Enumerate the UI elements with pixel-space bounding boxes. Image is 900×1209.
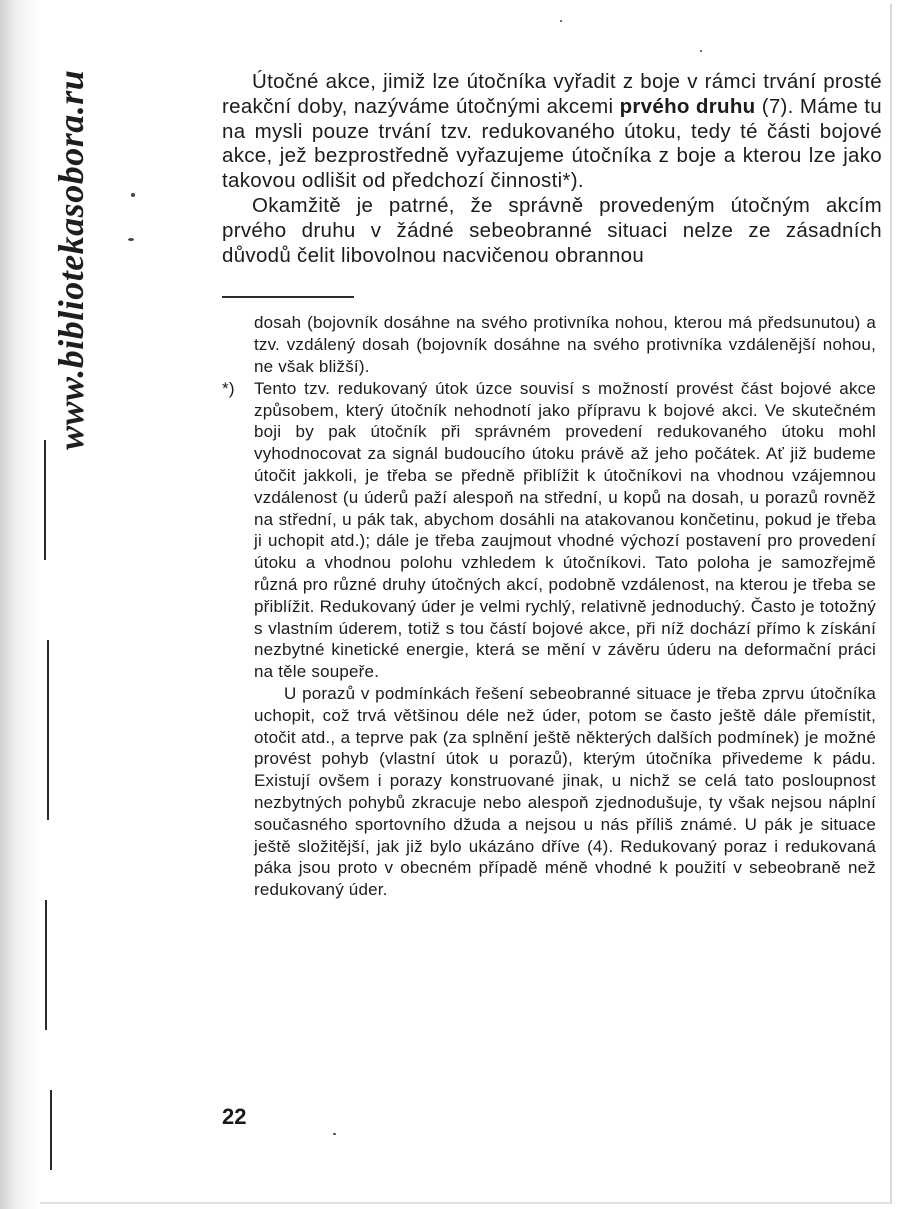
term-first-kind: prvého druhu (619, 94, 756, 118)
print-speck (333, 1133, 336, 1135)
paragraph-2: Okamžitě je patrné, že správně provedeným útočným akcím prvého druhu v žádné sebeobranné situaci nelze ze zásadních důvodů čelit libovolnou nacvičenou obrannou (222, 193, 882, 267)
print-speck (700, 50, 702, 52)
paragraph-1-lead: Útočné akce, jimiž lze útočníka vyřadit z boje v rámci trvání prosté reakční doby, nazýváme útočnými akcemi (222, 70, 882, 118)
print-speck (128, 238, 134, 241)
footnote-separator (222, 296, 354, 298)
watermark: www.bibliotekasobora.ru (51, 69, 91, 450)
page-content (222, 70, 882, 901)
paragraph-1-rest: (7). Máme tu na mysli pouze trvání tzv. redukovaného útoku, tedy té části bojové akce, jež bezprostředně vyřazujeme útočníka z boje a kterou lze jako takovou odlišit od předchozí činnosti*). (222, 94, 882, 193)
footnotes (222, 312, 876, 901)
footnote-continuation: dosah (bojovník dosáhne na svého protivníka nohou, kterou má předsunutou) a tzv. vzdálený dosah (bojovník dosáhne na svého protivníka vzdálenější nohou, ne však bližší). (254, 313, 876, 376)
binding-shadow (0, 0, 40, 1209)
binding-mark (44, 440, 46, 560)
footnote-asterisk (222, 378, 876, 683)
main-text (222, 70, 882, 268)
binding-mark (47, 640, 49, 820)
footnote-text: Tento tzv. redukovaný útok úzce souvisí s možností provést část bojové akce způsobem, který útočník nehodnotí jako přípravu k bojové akci. Ve skutečném boji by pak útočník při správném provedení redukovaného útoku mohl vyhodnocovat za signál budoucího útoku právě až jeho počátek. Ať již budeme útočit jakkoli, je třeba se předně přiblížit k útočníkovi na vhodnou vzájemnou vzdálenost (u úderů paží alespoň na střední, u kopů na dosah, u porazů rovněž na střední, u pák tak, abychom dosáhli na atakovanou končetinu, pokud je třeba ji uchopit atd.); dále je třeba zaujmout vhodné výchozí postavení pro provedení útoku a vhodnou polohu vzhledem k útočníkovi. Tato poloha je samozřejmě různá pro různé druhy útočných akcí, podobně vzdálenost, na kterou je třeba se přiblížit. Redukovaný úder je velmi rychlý, relativně jednoduchý. Často je totožný s vlastním úderem, totiž s tou částí bojové akce, při níž dochází přímo k získání nezbytné kinetické energie, která se mění v závěru úderu na deformační práci na těle soupeře. (254, 378, 876, 682)
print-speck (131, 193, 135, 197)
footnote-marker: *) (222, 378, 235, 398)
binding-mark (45, 900, 47, 1030)
paragraph-1 (222, 70, 882, 194)
binding-mark (50, 1090, 52, 1170)
print-speck (560, 20, 562, 22)
page-number: 22 (222, 1104, 247, 1129)
footnote-paragraph-2: U porazů v podmínkách řešení sebeobranné situace je třeba zprvu útočníka uchopit, což trvá většinou déle než úder, potom se často ještě dále přemístit, otočit atd., a teprve pak (za splnění ještě některých dalších podmínek) je možné provést pohyb (vlastní útok u porazů), kterým útočníka přivedeme k pádu. Existují ovšem i porazy konstruované jinak, u nichž se celá tato posloupnost nezbytných pohybů zkracuje nebo alespoň zjednodušuje, ty však nejsou náplní současného sportovního džuda a nejsou u nás příliš známé. U pák je situace ještě složitější, jak již bylo ukázáno dříve (4). Redukovaný poraz i redukovaná páka jsou proto v obecném případě méně vhodné k použití v sebeobraně než redukovaný úder. (254, 683, 876, 900)
